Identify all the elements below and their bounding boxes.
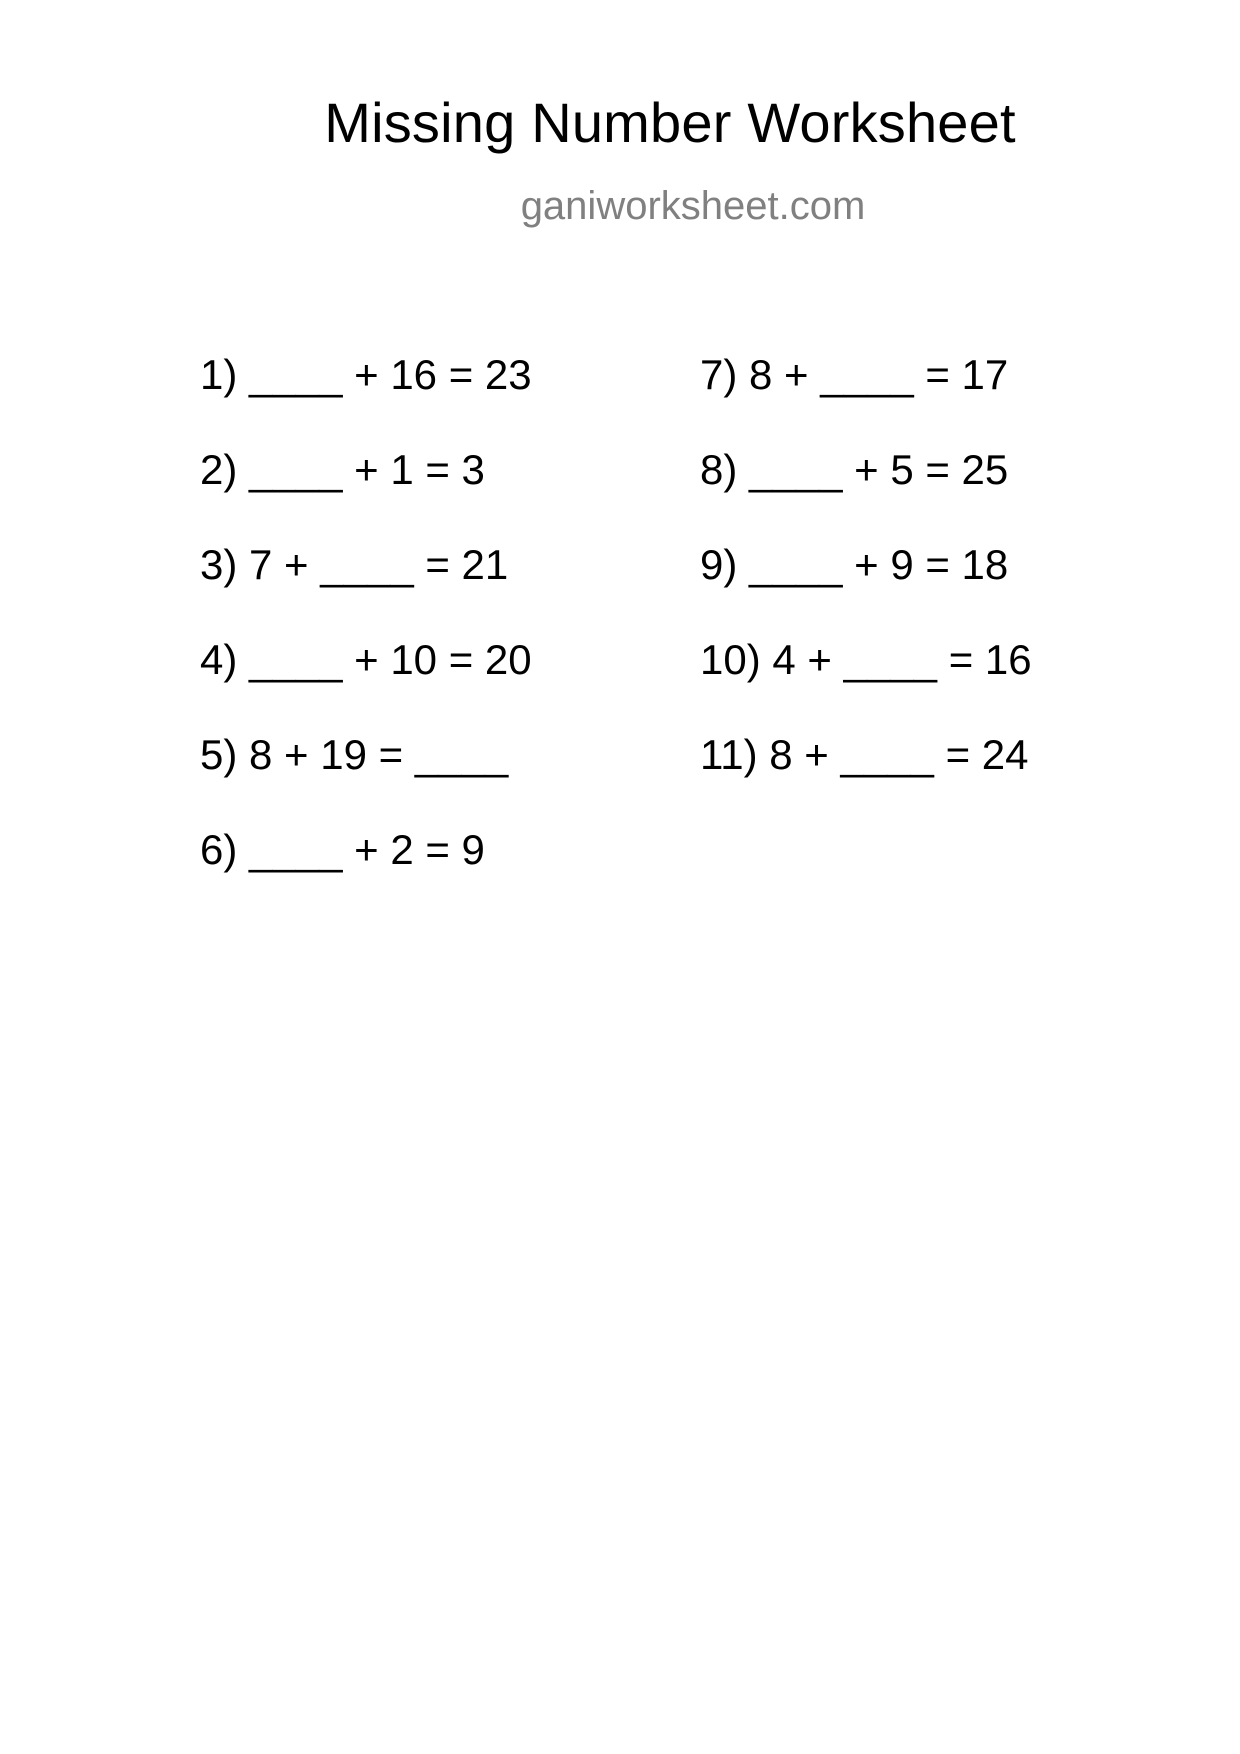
- problem-8: 8) ____ + 5 = 25: [700, 446, 1009, 493]
- problem-3: 3) 7 + ____ = 21: [200, 541, 509, 588]
- problem-7: 7) 8 + ____ = 17: [700, 351, 1009, 398]
- problem-6: 6) ____ + 2 = 9: [200, 826, 485, 873]
- problem-11: 11) 8 + ____ = 24: [700, 731, 1029, 778]
- worksheet-title: Missing Number Worksheet: [324, 91, 1016, 154]
- problem-2: 2) ____ + 1 = 3: [200, 446, 485, 493]
- problem-10: 10) 4 + ____ = 16: [700, 636, 1032, 683]
- problem-9: 9) ____ + 9 = 18: [700, 541, 1009, 588]
- problem-5: 5) 8 + 19 = ____: [200, 731, 509, 778]
- problem-1: 1) ____ + 16 = 23: [200, 351, 532, 398]
- problem-4: 4) ____ + 10 = 20: [200, 636, 532, 683]
- website-url: ganiworksheet.com: [520, 184, 866, 228]
